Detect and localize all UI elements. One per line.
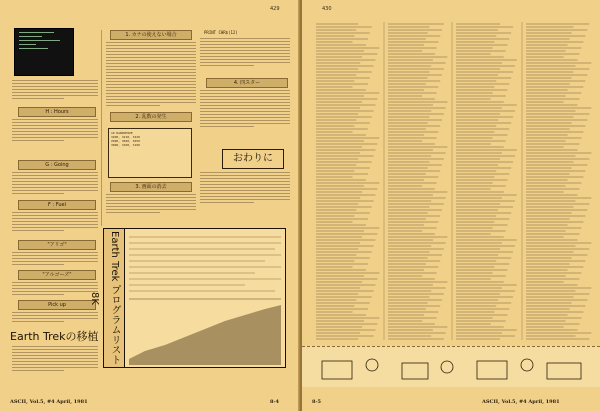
section-heading-going: G : Going — [18, 160, 96, 170]
mid-col-text-2 — [106, 194, 196, 215]
program-list-title: Earth Trek プログラムリスト 8K — [103, 228, 125, 368]
section-heading-fuel: F : Fuel — [18, 200, 96, 210]
code-snippet-box — [108, 128, 192, 178]
section-heading-algos: "アルゴーズ" — [18, 270, 96, 280]
left-page-number: 429 — [270, 6, 280, 12]
right-page-number: 430 — [322, 6, 332, 12]
earth-trek-heading: Earth Trekの移植 — [10, 330, 99, 343]
left-col-text-fuel — [12, 212, 98, 233]
code-line: 3200, 3210, 3220 — [111, 135, 140, 139]
owari-heading: おわりに — [222, 149, 284, 169]
listing-columns — [302, 18, 600, 348]
print-label: PRINT CHR$(12) — [204, 30, 238, 35]
section-heading-kana: 1. カナの使えない場合 — [110, 30, 192, 40]
section-heading-fourstars: 4. 四スター — [206, 78, 288, 88]
cartoon-illustration — [302, 347, 600, 387]
cartoon-strip — [302, 346, 600, 387]
code-line: 10 RANDOMIZE — [111, 131, 133, 135]
left-col-text-arigo — [12, 252, 98, 267]
section-heading-arigo: "アリゴ" — [18, 240, 96, 250]
right-col-text-1 — [200, 38, 290, 68]
section-heading-clear: 3. 画面の消去 — [110, 182, 192, 192]
section-heading-pickup: Pick up — [18, 300, 96, 310]
right-footer: ASCII, Vol.5, #4 April, 1981 — [482, 399, 560, 405]
left-footer-page: 8-4 — [270, 399, 280, 405]
left-col-text-going — [12, 172, 98, 196]
left-col-text-hours — [12, 119, 98, 143]
code-line: 3090, 3100, 3190 — [111, 143, 140, 147]
left-col-text-bottom — [12, 346, 98, 373]
right-col-text-3 — [200, 172, 290, 205]
right-col-text-2 — [200, 90, 290, 129]
section-heading-random: 2. 乱数の発生 — [110, 112, 192, 122]
section-heading-hours: H : Hours — [18, 107, 96, 117]
code-line: 2990, 3040, 3050 — [111, 139, 140, 143]
left-col-text-pickup — [12, 312, 98, 324]
game-screen-image — [14, 28, 74, 76]
left-col-text-top — [12, 80, 98, 101]
program-listing-image — [124, 228, 286, 368]
left-footer: ASCII, Vol.5, #4 April, 1981 — [10, 399, 88, 405]
right-page — [302, 0, 600, 411]
mid-col-text-1 — [106, 42, 196, 108]
right-footer-page: 8-5 — [312, 399, 322, 405]
listing-graphic — [125, 229, 285, 367]
